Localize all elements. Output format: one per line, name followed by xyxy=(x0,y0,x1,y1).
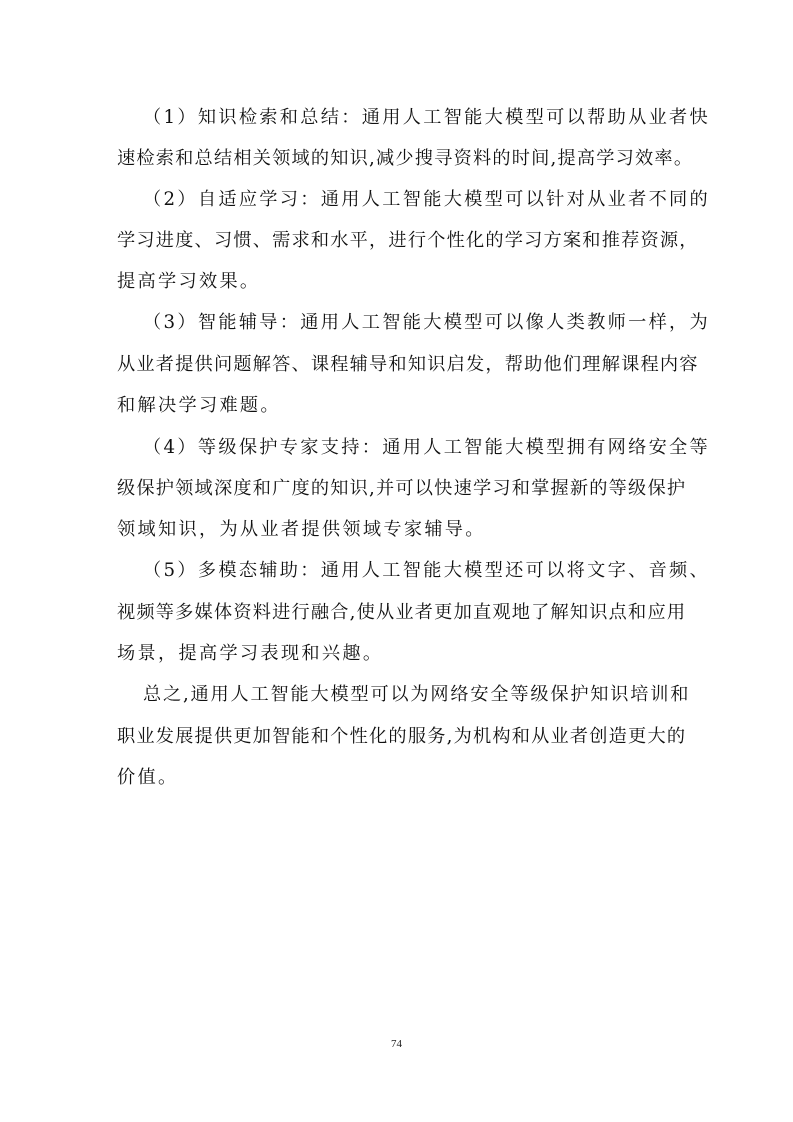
paragraph-5-line-3: 场景，提高学习表现和兴趣。 xyxy=(117,643,384,664)
paragraph-3-line-3: 和解决学习难题。 xyxy=(117,395,281,416)
paragraph-6-line-3: 价值。 xyxy=(117,767,179,788)
paragraph-1-line-2: 速检索和总结相关领域的知识,减少搜寻资料的时间,提高学习效率。 xyxy=(117,148,694,169)
paragraph-1-line-1: （1）知识检索和总结：通用人工智能大模型可以帮助从业者快 xyxy=(143,107,711,128)
paragraph-2-line-2: 学习进度、习惯、需求和水平，进行个性化的学习方案和推荐资源， xyxy=(117,230,699,251)
paragraph-2-line-3: 提高学习效果。 xyxy=(117,271,261,292)
paragraph-3-line-1: （3）智能辅导：通用人工智能大模型可以像人类教师一样，为 xyxy=(143,312,711,333)
paragraph-4-line-1: （4）等级保护专家支持：通用人工智能大模型拥有网络安全等 xyxy=(143,437,711,458)
paragraph-2-line-1: （2）自适应学习：通用人工智能大模型可以针对从业者不同的 xyxy=(143,189,711,210)
page-number: 74 xyxy=(391,1038,402,1050)
paragraph-3-line-2: 从业者提供问题解答、课程辅导和知识启发，帮助他们理解课程内容 xyxy=(117,354,699,375)
paragraph-4-line-2: 级保护领域深度和广度的知识,并可以快速学习和掌握新的等级保护 xyxy=(117,478,687,499)
paragraph-5-line-1: （5）多模态辅助：通用人工智能大模型还可以将文字、音频、 xyxy=(143,560,711,581)
paragraph-6-line-2: 职业发展提供更加智能和个性化的服务,为机构和从业者创造更大的 xyxy=(117,726,687,747)
paragraph-4-line-3: 领域知识，为从业者提供领域专家辅导。 xyxy=(117,519,486,540)
paragraph-6-line-1: 总之,通用人工智能大模型可以为网络安全等级保护知识培训和 xyxy=(143,684,691,705)
paragraph-5-line-2: 视频等多媒体资料进行融合,使从业者更加直观地了解知识点和应用 xyxy=(117,602,687,623)
